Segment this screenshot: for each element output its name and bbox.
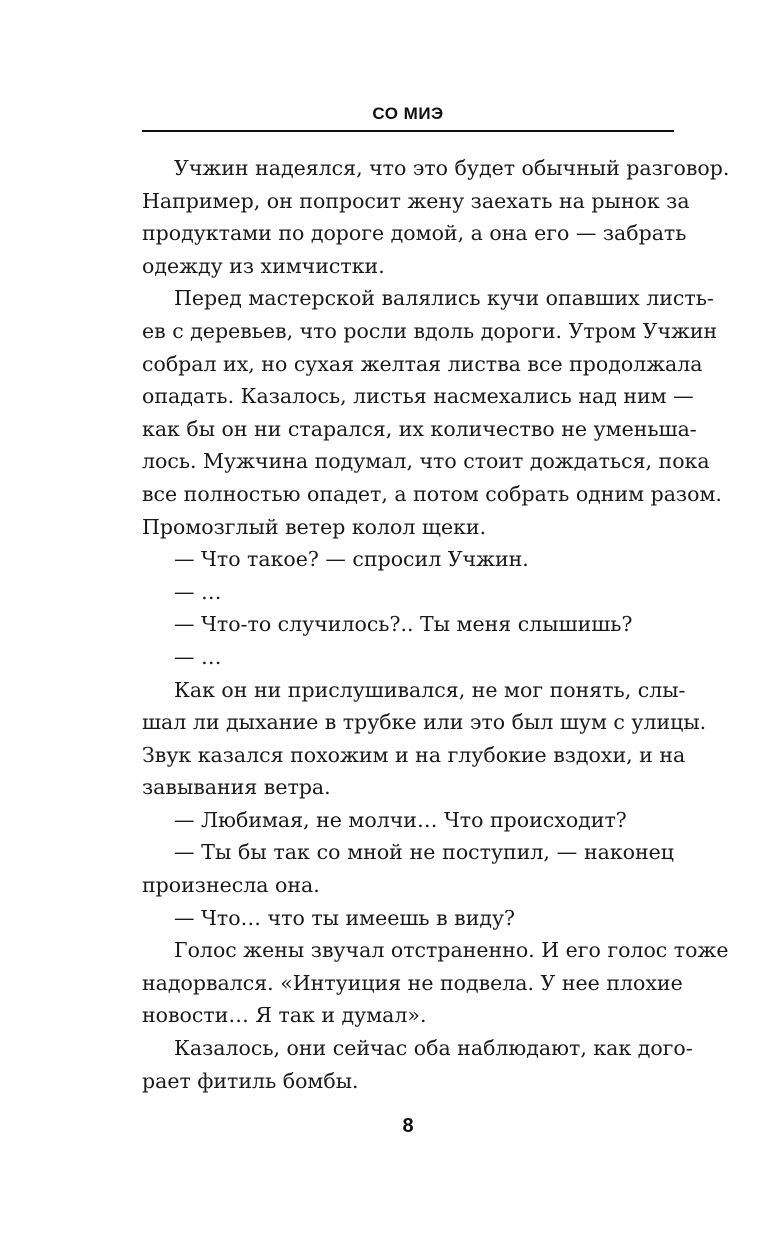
paragraph <box>142 576 674 609</box>
text-line: Перед мастерской валялись кучи опавших листь- <box>174 286 714 311</box>
paragraph <box>142 902 674 935</box>
text-line: завывания ветра. <box>142 775 331 800</box>
paragraph <box>142 152 730 282</box>
text-line: — Ты бы так со мной не поступил, — наконец <box>174 840 674 865</box>
paragraph <box>142 836 674 901</box>
text-line: опадать. Казалось, листья насмехались над ним — <box>142 384 694 409</box>
paragraph <box>142 674 707 804</box>
text-line: как бы он ни старался, их количество не уменьша- <box>142 416 697 441</box>
text-line: надорвался. «Интуиция не подвела. У нее плохие <box>142 970 683 995</box>
paragraph <box>142 1032 693 1097</box>
text-line: все полностью опадет, а потом собрать одним разом. <box>142 481 722 506</box>
text-line: Казалось, они сейчас оба наблюдают, как дого- <box>174 1036 693 1061</box>
text-line: — Что такое? — спросил Учжин. <box>174 547 529 572</box>
paragraph <box>142 282 722 543</box>
paragraph <box>142 804 674 837</box>
running-head: СО МИЭ <box>372 104 444 123</box>
page-number: 8 <box>402 1115 414 1137</box>
header-rule <box>142 130 674 132</box>
text-line: Промозглый ветер колол щеки. <box>142 514 487 539</box>
text-line: шал ли дыхание в трубке или это был шум с улицы. <box>142 710 707 735</box>
text-line: — Что-то случилось?.. Ты меня слышишь? <box>174 612 633 637</box>
text-line: — … <box>174 579 222 604</box>
paragraph <box>142 608 674 641</box>
text-line: рает фитиль бомбы. <box>142 1068 359 1093</box>
text-line: Учжин надеялся, что это будет обычный разговор. <box>174 156 730 180</box>
text-line: — Что… что ты имеешь в виду? <box>174 905 516 930</box>
text-line: ев с деревьев, что росли вдоль дороги. Утром Учжин <box>142 318 718 343</box>
text-line: Как он ни прислушивался, не мог понять, слы- <box>174 677 686 702</box>
paragraph <box>142 641 674 674</box>
text-line: Голос жены звучал отстраненно. И его голос тоже <box>174 938 729 963</box>
text-line: — Любимая, не молчи… Что происходит? <box>174 807 627 832</box>
paragraph <box>142 934 729 1032</box>
text-line: — … <box>174 644 222 669</box>
paragraph <box>142 543 674 576</box>
text-line: продуктами по дороге домой, а она его — забрать <box>142 221 687 246</box>
text-line: одежду из химчистки. <box>142 253 385 278</box>
text-line: произнесла она. <box>142 873 320 898</box>
text-line: новости… Я так и думал». <box>142 1003 427 1028</box>
text-line: Звук казался похожим и на глубокие вздохи, и на <box>142 742 686 767</box>
text-line: собрал их, но сухая желтая листва все продолжала <box>142 351 703 376</box>
body-text <box>142 152 730 1097</box>
text-line: Например, он попросит жену заехать на рынок за <box>142 188 690 213</box>
text-line: лось. Мужчина подумал, что стоит дождаться, пока <box>142 449 710 474</box>
